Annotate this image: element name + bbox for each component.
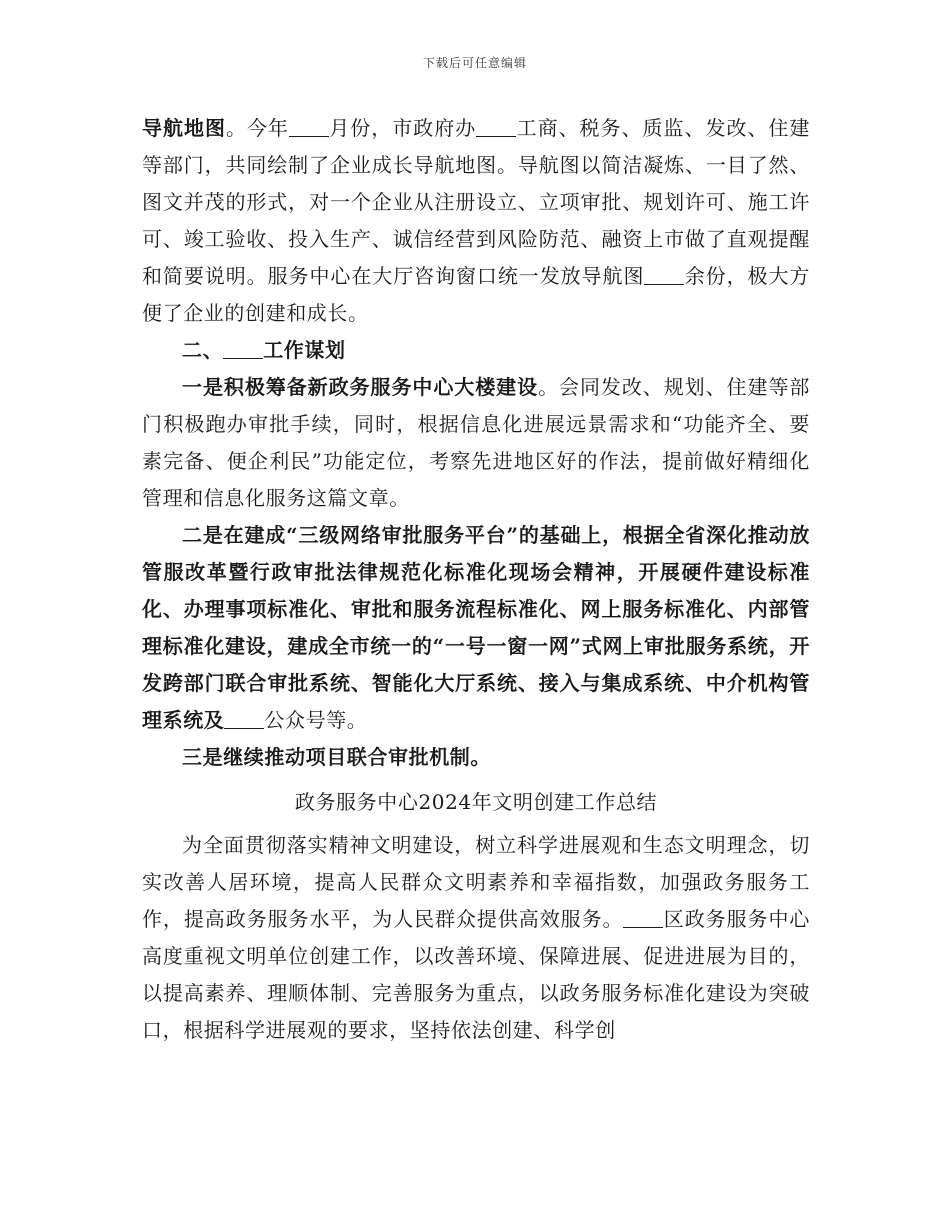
- text-run: 月份，市政府办: [328, 116, 477, 140]
- blank-line: [289, 116, 329, 137]
- bold-lead: 二是在建成“三级网络审批服务平台”的基础上，根据全省深化推动放管服改革暨行政审批法律规范化标准化现场会精神，开展硬件建设标准化、办理事项标准化、审批和服务流程标准化、网上服务标准化、内部管理标准化建设，建成全市统一的“一号一窗一网”式网上审批服务系统，开发跨部门联合审批系统、智能化大厅系统、接入与集成系统、中介机构管理系统及: [142, 523, 810, 732]
- paragraph-item-3: 三是继续推动项目联合审批机制。: [182, 745, 491, 769]
- section-heading: [142, 332, 810, 369]
- blank-line: [644, 264, 684, 285]
- text-run: 。会同发改、规划、住建等部门积极跑办审批手续，同时，根据信息化进展远景需求和“功能齐全、要素完备、便企利民”功能定位，考察先进地区好的作法，提前做好精细化管理和信息化服务这篇文章。: [142, 375, 810, 510]
- page-header: 下载后可任意编辑: [422, 56, 527, 70]
- paragraph-item-1: [142, 369, 810, 517]
- text-run: 为全面贯彻落实精神文明建设，树立科学进展观和生态文明理念，切实改善人居环境，提高人民群众文明素养和幸福指数，加强政务服务工作，提高政务服务水平，为人民群众提供高效服务。: [142, 833, 810, 931]
- heading-text: 工作谋划: [263, 338, 346, 362]
- blank-line: [224, 708, 264, 729]
- text-run: 公众号等。: [264, 708, 368, 732]
- paragraph-intro: [142, 827, 810, 1049]
- blank-line: [223, 338, 263, 359]
- text-run: 工商、税务、质监、发改、住建等部门，共同绘制了企业成长导航地图。导航图以简洁凝炼、一目了然、图文并茂的形式，对一个企业从注册设立、立项审批、规划许可、施工许可、竣工验收、投入生产、诚信经营到风险防范、融资上市做了直观提醒和简要说明。服务中心在大厅咨询窗口统一发放导航图: [142, 116, 811, 288]
- blank-line: [476, 116, 516, 137]
- document-body: [142, 110, 810, 1049]
- text-run: 余份，极大方便了企业的创建和成长。: [142, 264, 810, 325]
- bold-lead: 导航地图: [142, 116, 226, 140]
- heading-number: 二、: [182, 338, 224, 362]
- text-run: 区政务服务中心高度重视文明单位创建工作，以改善环境、保障进展、促进进展为目的，以提高素养、理顺体制、完善服务为重点，以政务服务标准化建设为突破口，根据科学进展观的要求，坚持依法创建、科学创: [142, 907, 810, 1042]
- paragraph-item-2: [142, 517, 810, 739]
- bold-lead: 一是积极筹备新政务服务中心大楼建设: [182, 375, 539, 399]
- paragraph-navigation-map: [142, 110, 810, 332]
- document-title: 政务服务中心2024年文明创建工作总结: [294, 790, 658, 814]
- blank-line: [623, 907, 663, 928]
- text-run: 。今年: [225, 116, 289, 140]
